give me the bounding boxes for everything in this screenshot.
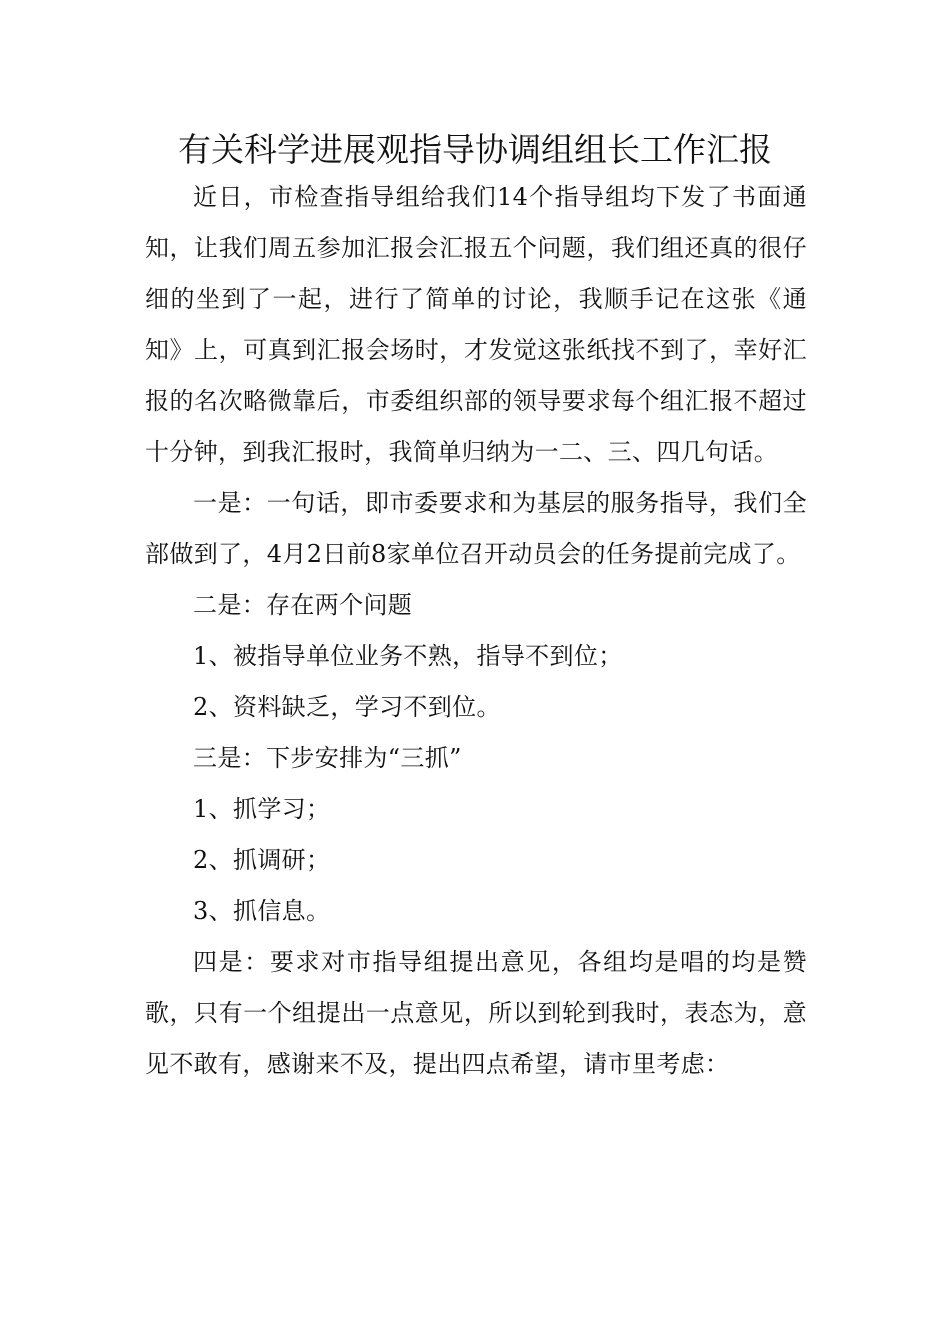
line-point-two: 二是：存在两个问题 [193,591,413,619]
document-title: 有关科学进展观指导协调组组长工作汇报 [178,130,772,169]
line-problem-2: 2、资料缺乏，学习不到位。 [193,693,501,721]
line-task-2: 2、抓调研； [193,846,331,874]
line-task-3: 3、抓信息。 [193,897,331,925]
line-task-1: 1、抓学习； [193,795,331,823]
document-body [145,172,807,1090]
line-problem-1: 1、被指导单位业务不熟，指导不到位； [193,642,623,670]
paragraph-point-four: 四是：要求对市指导组提出意见，各组均是唱的均是赞歌，只有一个组提出一点意见，所以到轮到我时，表态为，意见不敢有，感谢来不及，提出四点希望，请市里考虑： [145,948,807,1078]
paragraph-intro: 近日，市检查指导组给我们14个指导组均下发了书面通知，让我们周五参加汇报会汇报五个问题，我们组还真的很仔细的坐到了一起，进行了简单的讨论，我顺手记在这张《通知》上，可真到汇报会场时，才发觉这张纸找不到了，幸好汇报的名次略微靠后，市委组织部的领导要求每个组汇报不超过十分钟，到我汇报时，我简单归纳为一二、三、四几句话。 [145,183,807,466]
paragraph-point-one: 一是：一句话，即市委要求和为基层的服务指导，我们全部做到了，4月2日前8家单位召开动员会的任务提前完成了。 [145,489,807,568]
line-point-three: 三是：下步安排为“三抓” [193,744,462,772]
